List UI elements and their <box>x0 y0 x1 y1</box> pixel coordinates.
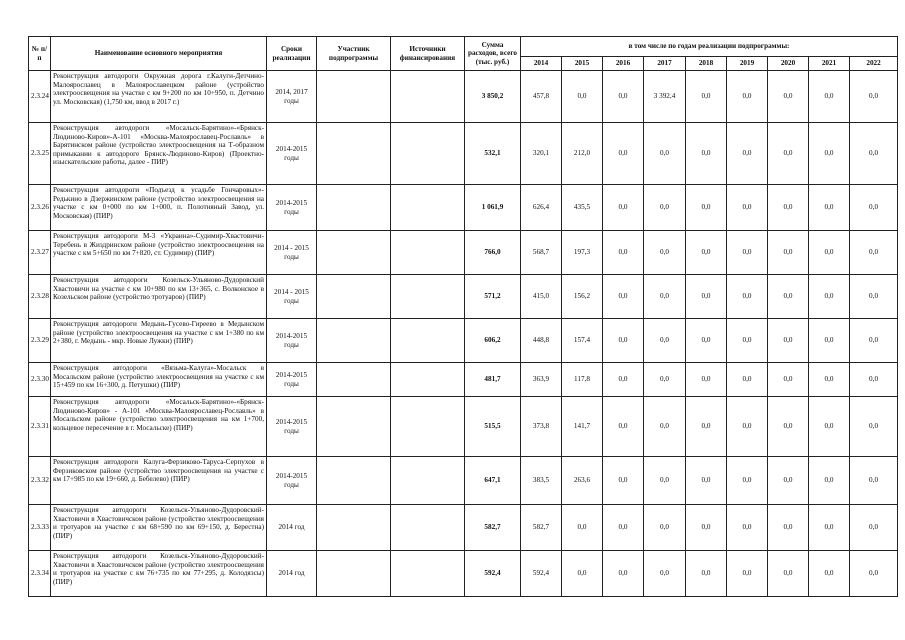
row-year-value: 0,0 <box>850 123 898 185</box>
row-year-value: 3 392,4 <box>644 71 686 123</box>
row-sum: 606,2 <box>465 319 521 363</box>
row-year-value: 0,0 <box>686 185 727 231</box>
row-year-value: 568,7 <box>521 231 562 275</box>
row-year-value: 363,9 <box>521 363 562 397</box>
row-year-value: 0,0 <box>644 123 686 185</box>
row-participant <box>317 71 391 123</box>
row-sum: 515,5 <box>465 397 521 457</box>
row-year-value: 0,0 <box>727 185 768 231</box>
row-sum: 582,7 <box>465 505 521 551</box>
header-year: 2019 <box>727 57 768 71</box>
row-participant <box>317 275 391 319</box>
row-year-value: 0,0 <box>768 71 809 123</box>
row-year-value: 0,0 <box>768 505 809 551</box>
row-year-value: 0,0 <box>809 71 850 123</box>
row-year-value: 0,0 <box>727 397 768 457</box>
row-year-value: 0,0 <box>562 71 603 123</box>
row-number: 2.3.30 <box>29 363 51 397</box>
row-name: Реконструкция автодороги «Мосальск-Барятино»-«Брянск-Людиново-Киров»-А-101 «Москва-Малоярославец-Рославль» в Барятинском районе (устройство электроосвещения на Т-образном примыкании к автодороге Брянск-Людиново-Киров) (Проектно-изыскательские работы, далее - ПИР) <box>51 123 267 185</box>
row-source <box>391 185 465 231</box>
row-year-value: 0,0 <box>686 275 727 319</box>
row-year-value: 0,0 <box>850 319 898 363</box>
header-year: 2018 <box>686 57 727 71</box>
row-year-value: 435,5 <box>562 185 603 231</box>
row-sum: 481,7 <box>465 363 521 397</box>
row-term: 2014-2015 годы <box>267 185 317 231</box>
row-source <box>391 71 465 123</box>
row-year-value: 0,0 <box>727 319 768 363</box>
row-name: Реконструкция автодороги Окружная дорога г.Калуги-Детчино-Малоярославец в Малоярославецком районе (устройство электроосвещения на участке с км 9+200 по км 10+950, п. Детчино ул. Московская) (1,750 км, ввод в 2017 г.) <box>51 71 267 123</box>
header-year: 2016 <box>603 57 644 71</box>
row-year-value: 0,0 <box>644 319 686 363</box>
row-participant <box>317 505 391 551</box>
row-year-value: 0,0 <box>603 551 644 597</box>
row-term: 2014-2015 годы <box>267 319 317 363</box>
row-sum: 3 850,2 <box>465 71 521 123</box>
header-by-year: в том числе по годам реализации подпрограммы: <box>521 37 898 57</box>
row-number: 2.3.34 <box>29 551 51 597</box>
row-year-value: 0,0 <box>809 123 850 185</box>
row-source <box>391 505 465 551</box>
row-participant <box>317 185 391 231</box>
row-year-value: 0,0 <box>768 397 809 457</box>
row-year-value: 0,0 <box>644 275 686 319</box>
row-year-value: 0,0 <box>809 275 850 319</box>
row-year-value: 0,0 <box>850 231 898 275</box>
row-year-value: 320,1 <box>521 123 562 185</box>
row-year-value: 0,0 <box>850 505 898 551</box>
row-participant <box>317 319 391 363</box>
row-term: 2014-2015 годы <box>267 397 317 457</box>
program-table <box>28 36 898 597</box>
table-row <box>29 123 898 185</box>
table-row <box>29 71 898 123</box>
header-name: Наименование основного мероприятия <box>51 37 267 71</box>
row-name: Реконструкция автодороги Медынь-Гусево-Гиреево в Медынском районе (устройство электроосвещения на участке с км 1+380 по км 2+380, г. Медынь - мкр. Новые Лужки) (ПИР) <box>51 319 267 363</box>
row-participant <box>317 397 391 457</box>
row-source <box>391 319 465 363</box>
row-year-value: 383,5 <box>521 457 562 505</box>
row-year-value: 141,7 <box>562 397 603 457</box>
table-row <box>29 505 898 551</box>
row-number: 2.3.24 <box>29 71 51 123</box>
row-year-value: 0,0 <box>686 231 727 275</box>
row-year-value: 0,0 <box>809 505 850 551</box>
row-year-value: 626,4 <box>521 185 562 231</box>
row-year-value: 0,0 <box>850 551 898 597</box>
header-term: Сроки реализации <box>267 37 317 71</box>
table-row <box>29 185 898 231</box>
row-year-value: 373,8 <box>521 397 562 457</box>
row-year-value: 0,0 <box>768 551 809 597</box>
row-year-value: 0,0 <box>644 185 686 231</box>
header-year: 2020 <box>768 57 809 71</box>
row-year-value: 0,0 <box>727 505 768 551</box>
row-year-value: 0,0 <box>686 123 727 185</box>
row-year-value: 0,0 <box>603 123 644 185</box>
row-year-value: 448,8 <box>521 319 562 363</box>
header-sum: Сумма расходов, всего (тыс. руб.) <box>465 37 521 71</box>
row-year-value: 0,0 <box>686 71 727 123</box>
row-year-value: 0,0 <box>850 185 898 231</box>
row-year-value: 0,0 <box>603 319 644 363</box>
row-number: 2.3.25 <box>29 123 51 185</box>
row-sum: 571,2 <box>465 275 521 319</box>
row-number: 2.3.31 <box>29 397 51 457</box>
row-sum: 592,4 <box>465 551 521 597</box>
row-source <box>391 123 465 185</box>
row-year-value: 0,0 <box>850 275 898 319</box>
row-year-value: 0,0 <box>727 123 768 185</box>
row-name: Реконструкция автодороги Козельск-Ульяново-Дудоровский Хвастовичи на участке с км 10+980 по км 13+365, с. Волконское в Козельском районе (устройство тротуаров) (ПИР) <box>51 275 267 319</box>
row-year-value: 0,0 <box>768 231 809 275</box>
row-year-value: 0,0 <box>809 397 850 457</box>
row-year-value: 0,0 <box>686 363 727 397</box>
header-year: 2022 <box>850 57 898 71</box>
row-year-value: 0,0 <box>603 185 644 231</box>
header-source: Источники финансирования <box>391 37 465 71</box>
row-source <box>391 231 465 275</box>
table-row <box>29 231 898 275</box>
row-term: 2014 год <box>267 551 317 597</box>
row-term: 2014-2015 годы <box>267 363 317 397</box>
row-term: 2014-2015 годы <box>267 123 317 185</box>
row-year-value: 0,0 <box>686 551 727 597</box>
row-year-value: 156,2 <box>562 275 603 319</box>
row-participant <box>317 457 391 505</box>
header-year: 2015 <box>562 57 603 71</box>
row-participant <box>317 123 391 185</box>
row-year-value: 0,0 <box>686 457 727 505</box>
row-year-value: 0,0 <box>727 231 768 275</box>
row-year-value: 0,0 <box>686 319 727 363</box>
row-name: Реконструкция автодороги «Подъезд к усадьбе Гончаровых»-Редькино в Дзержинском районе (устройство электроосвещения на участке с км 0+000 по км 1+000, п. Полотняный Завод, ул. Московская) (ПИР) <box>51 185 267 231</box>
row-term: 2014 - 2015 годы <box>267 231 317 275</box>
row-year-value: 0,0 <box>727 457 768 505</box>
row-year-value: 0,0 <box>727 551 768 597</box>
header-year: 2017 <box>644 57 686 71</box>
row-year-value: 0,0 <box>603 231 644 275</box>
row-year-value: 0,0 <box>809 551 850 597</box>
row-year-value: 0,0 <box>562 505 603 551</box>
row-number: 2.3.27 <box>29 231 51 275</box>
row-source <box>391 551 465 597</box>
row-year-value: 263,6 <box>562 457 603 505</box>
header-num: № п/п <box>29 37 51 71</box>
header-year: 2014 <box>521 57 562 71</box>
row-year-value: 0,0 <box>809 231 850 275</box>
row-year-value: 0,0 <box>850 363 898 397</box>
table-row <box>29 397 898 457</box>
row-year-value: 0,0 <box>768 319 809 363</box>
row-year-value: 0,0 <box>768 275 809 319</box>
row-year-value: 0,0 <box>850 397 898 457</box>
row-year-value: 582,7 <box>521 505 562 551</box>
row-name: Реконструкция автодороги Козельск-Ульяново-Дудоровский-Хвастовичи в Хвастовичском районе (устройство электроосвещения и тротуаров на участке с км 76+735 по км 77+295, д. Колодязсы) (ПИР) <box>51 551 267 597</box>
row-year-value: 0,0 <box>727 363 768 397</box>
row-sum: 647,1 <box>465 457 521 505</box>
row-year-value: 0,0 <box>603 363 644 397</box>
row-source <box>391 275 465 319</box>
row-term: 2014-2015 годы <box>267 457 317 505</box>
row-year-value: 0,0 <box>768 185 809 231</box>
row-year-value: 457,8 <box>521 71 562 123</box>
row-term: 2014 - 2015 годы <box>267 275 317 319</box>
row-year-value: 592,4 <box>521 551 562 597</box>
row-year-value: 0,0 <box>768 123 809 185</box>
row-year-value: 0,0 <box>809 363 850 397</box>
row-name: Реконструкция автодороги Козельск-Ульяново-Дудоровский-Хвастовичи в Хвастовичском районе (устройство электроосвещения и тротуаров на участке с км 68+590 по км 69+150, д. Берестна) (ПИР) <box>51 505 267 551</box>
row-year-value: 0,0 <box>850 457 898 505</box>
row-sum: 1 061,9 <box>465 185 521 231</box>
row-year-value: 0,0 <box>603 275 644 319</box>
row-name: Реконструкция автодороги Калуга-Ферзиково-Таруса-Серпухов в Ферзиковском районе (устройство электроосвещения на участке с км 17+985 по км 19+660, д. Бебелево) (ПИР) <box>51 457 267 505</box>
row-name: Реконструкция автодороги «Мосальск-Барятино»-«Брянск-Людиново-Киров» - А-101 «Москва-Малоярославец-Рославль» в Мосальском районе (устройство электроосвещения на км 1+700, кольцевое пересечение в г. Мосальске) (ПИР) <box>51 397 267 457</box>
row-year-value: 0,0 <box>768 457 809 505</box>
row-participant <box>317 231 391 275</box>
row-year-value: 0,0 <box>768 363 809 397</box>
row-participant <box>317 363 391 397</box>
row-year-value: 0,0 <box>686 397 727 457</box>
row-year-value: 0,0 <box>850 71 898 123</box>
row-participant <box>317 551 391 597</box>
row-year-value: 0,0 <box>809 457 850 505</box>
row-name: Реконструкция автодороги «Вязьма-Калуга»-Мосальск в Мосальском районе (устройство электроосвещения на участке с км 15+459 по км 16+300, д. Петушки) (ПИР) <box>51 363 267 397</box>
row-year-value: 0,0 <box>686 505 727 551</box>
row-year-value: 0,0 <box>603 457 644 505</box>
row-name: Реконструкция автодороги М-3 «Украина»-Судимир-Хвастовичи-Теребень в Жиздринском районе (устройство электроосвещения на участке с км 5+650 по км 7+820, ст. Судимир) (ПИР) <box>51 231 267 275</box>
row-year-value: 0,0 <box>727 275 768 319</box>
row-year-value: 0,0 <box>603 397 644 457</box>
row-source <box>391 457 465 505</box>
row-term: 2014, 2017 годы <box>267 71 317 123</box>
row-number: 2.3.32 <box>29 457 51 505</box>
row-year-value: 0,0 <box>603 505 644 551</box>
row-source <box>391 397 465 457</box>
row-year-value: 0,0 <box>809 319 850 363</box>
row-sum: 532,1 <box>465 123 521 185</box>
row-sum: 766,0 <box>465 231 521 275</box>
table-row <box>29 457 898 505</box>
table-row <box>29 319 898 363</box>
row-year-value: 0,0 <box>644 231 686 275</box>
row-number: 2.3.26 <box>29 185 51 231</box>
row-number: 2.3.29 <box>29 319 51 363</box>
row-term: 2014 год <box>267 505 317 551</box>
table-row <box>29 551 898 597</box>
table-row <box>29 275 898 319</box>
header-participant: Участник подпрограммы <box>317 37 391 71</box>
row-year-value: 0,0 <box>644 457 686 505</box>
row-number: 2.3.33 <box>29 505 51 551</box>
row-year-value: 117,8 <box>562 363 603 397</box>
table-row <box>29 363 898 397</box>
row-year-value: 0,0 <box>644 363 686 397</box>
row-year-value: 0,0 <box>562 551 603 597</box>
row-number: 2.3.28 <box>29 275 51 319</box>
row-source <box>391 363 465 397</box>
row-year-value: 0,0 <box>644 397 686 457</box>
row-year-value: 212,0 <box>562 123 603 185</box>
row-year-value: 0,0 <box>603 71 644 123</box>
row-year-value: 0,0 <box>644 551 686 597</box>
row-year-value: 0,0 <box>644 505 686 551</box>
row-year-value: 197,3 <box>562 231 603 275</box>
header-year: 2021 <box>809 57 850 71</box>
row-year-value: 0,0 <box>727 71 768 123</box>
row-year-value: 415,0 <box>521 275 562 319</box>
row-year-value: 157,4 <box>562 319 603 363</box>
row-year-value: 0,0 <box>809 185 850 231</box>
